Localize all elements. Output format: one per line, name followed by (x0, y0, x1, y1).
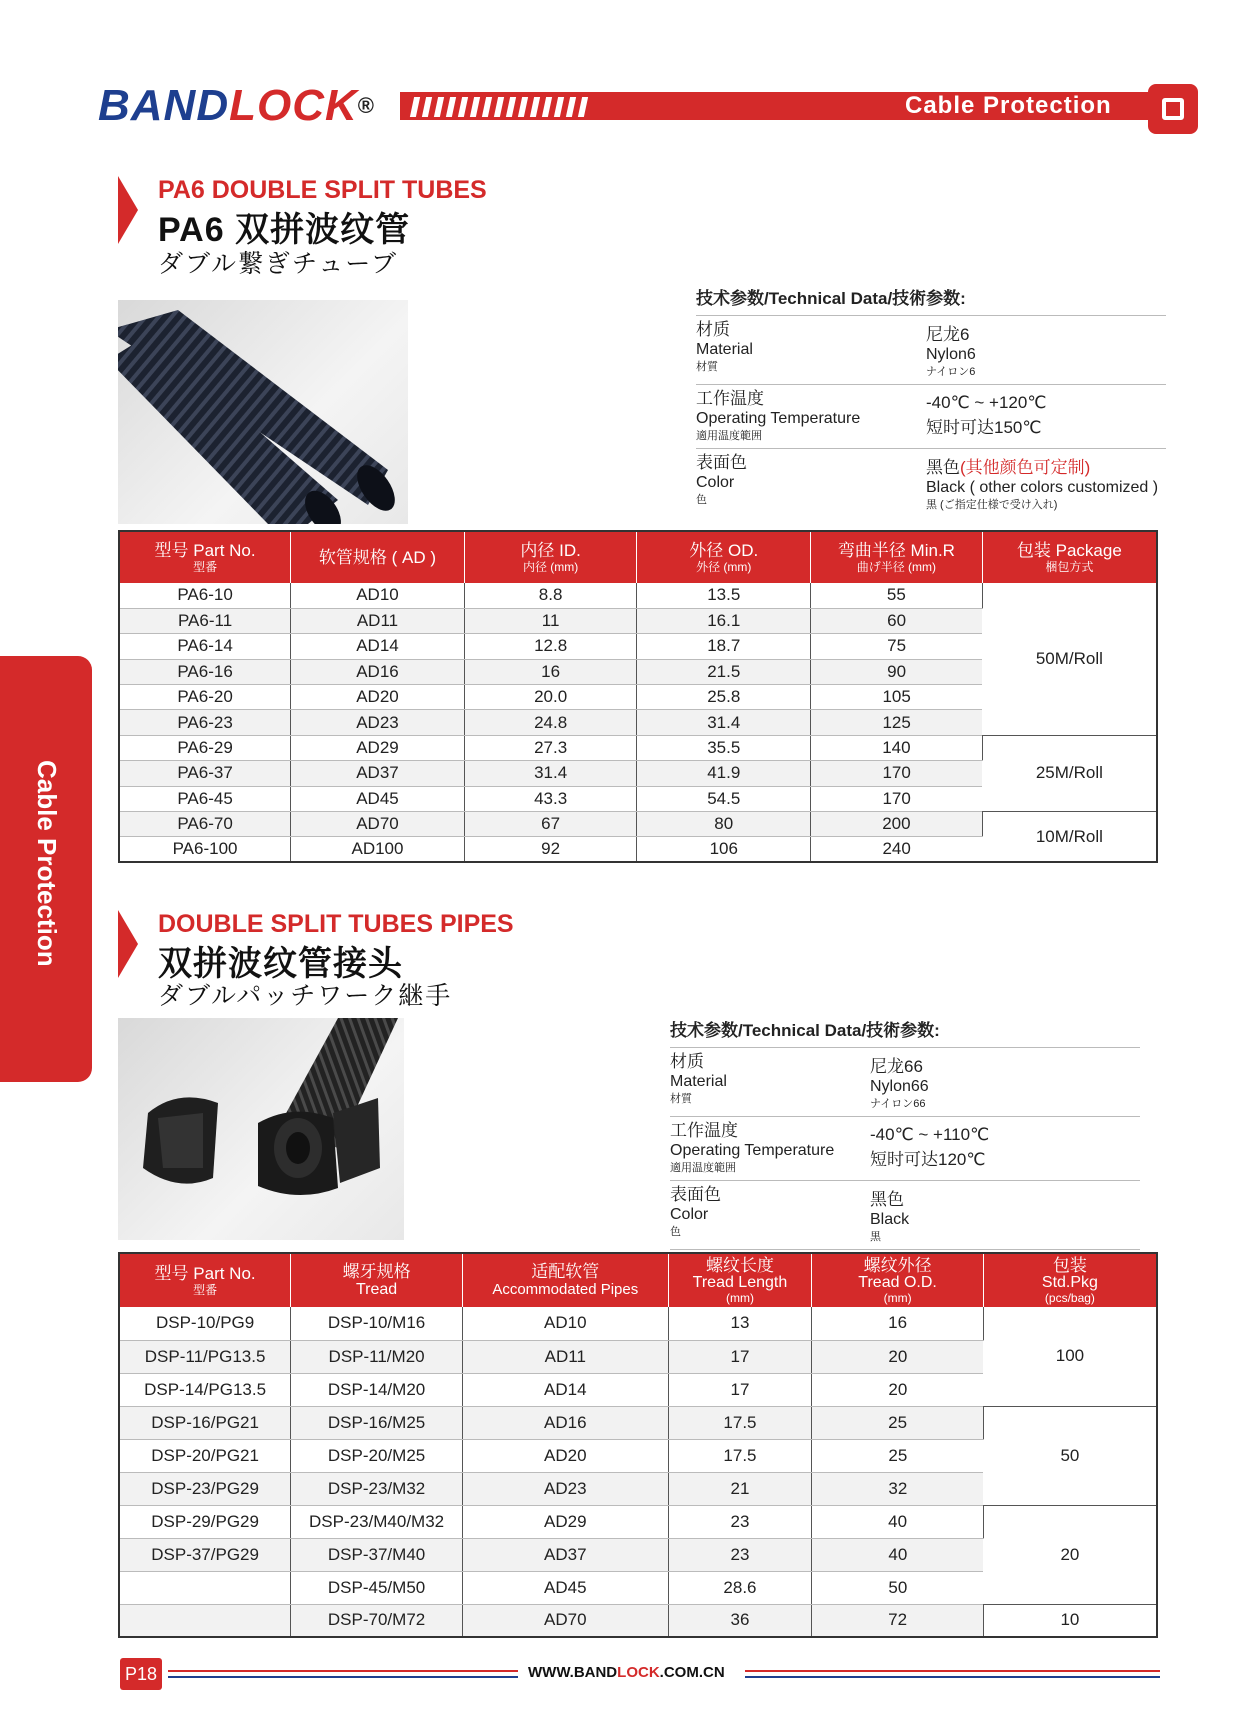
table-row: PA6-10 AD10 8.8 13.5 55 50M/Roll (119, 583, 1157, 608)
col-pipes: 适配软管 Accommodated Pipes (462, 1253, 668, 1307)
table-row: DSP-29/PG29 DSP-23/M40/M32 AD29 23 40 20 (119, 1505, 1157, 1538)
section1-title-cn: PA6 双拼波纹管 (158, 211, 411, 249)
tech-row-material: 材质 Material 材質 尼龙66 Nylon66 ナイロン66 (670, 1048, 1140, 1117)
col-ad: 软管规格 ( AD ) (291, 531, 465, 583)
table-row: PA6-70 AD70 67 80 200 10M/Roll (119, 812, 1157, 837)
package-cell: 100 (983, 1307, 1157, 1406)
section2-title-jp: ダブルパッチワーク継手 (158, 982, 453, 1010)
col-min-r: 弯曲半径 Min.R 曲げ半径 (mm) (811, 531, 983, 583)
table-row: DSP-10/PG9 DSP-10/M16 AD10 13 16 100 (119, 1307, 1157, 1340)
col-tread: 螺牙规格 Tread (291, 1253, 463, 1307)
tech-title: 技术参数/Technical Data/技術参数: (696, 284, 1166, 316)
table-header-row (119, 1253, 1157, 1307)
package-cell: 10 (983, 1604, 1157, 1637)
section2-tech-data (670, 1016, 1140, 1250)
table-row: DSP-37/PG29 DSP-37/M40 AD37 23 40 (119, 1538, 1157, 1571)
col-tread-od: 螺纹外径 Tread O.D. (mm) (812, 1253, 984, 1307)
table-header-row (119, 531, 1157, 583)
tech-row-color: 表面色 Color 色 黑色(其他颜色可定制) Black ( other colors customized ) 黒 (ご指定仕様で受け入れ) (696, 453, 1159, 511)
col-std-pkg: 包装 Std.Pkg (pcs/bag) (983, 1253, 1157, 1307)
col-part-no: 型号 Part No. 型番 (119, 531, 291, 583)
col-tread-length: 螺纹长度 Tread Length (mm) (668, 1253, 812, 1307)
table-row: DSP-70/M72 AD70 36 72 10 (119, 1604, 1157, 1637)
footer-rule-left (168, 1670, 518, 1678)
side-tab (0, 656, 92, 1082)
section1-tech-data (696, 284, 1166, 517)
table-row: DSP-11/PG13.5 DSP-11/M20 AD11 17 20 (119, 1340, 1157, 1373)
tech-row-color: 表面色 Color 色 黑色 Black 黒 (670, 1181, 1140, 1250)
table-row: DSP-45/M50 AD45 28.6 50 (119, 1571, 1157, 1604)
section1-title-jp: ダブル繋ぎチューブ (158, 250, 399, 278)
package-cell: 25M/Roll (982, 735, 1157, 811)
brand-logo: BANDLOCK® (98, 81, 375, 130)
section2-title-en: DOUBLE SPLIT TUBES PIPES (158, 910, 514, 938)
table-row: DSP-20/PG21 DSP-20/M25 AD20 17.5 25 (119, 1439, 1157, 1472)
tech-title: 技术参数/Technical Data/技術参数: (670, 1016, 1140, 1048)
side-tab-label: Cable Protection (32, 760, 62, 967)
col-id: 内径 ID. 内径 (mm) (464, 531, 637, 583)
section2-title-cn: 双拼波纹管接头 (158, 945, 403, 983)
col-package: 包装 Package 梱包方式 (982, 531, 1157, 583)
product-photo-fittings (118, 1018, 404, 1240)
category-icon (1148, 84, 1198, 134)
package-cell: 50M/Roll (982, 583, 1157, 735)
table-row: DSP-23/PG29 DSP-23/M32 AD23 21 32 (119, 1472, 1157, 1505)
col-od: 外径 OD. 外径 (mm) (637, 531, 811, 583)
footer-rule-right (745, 1670, 1160, 1678)
table-row: PA6-16 AD16 16 21.5 90 (119, 659, 1157, 684)
product-photo-tubes (118, 300, 408, 524)
table-row: PA6-100 AD100 92 106 240 (119, 837, 1157, 862)
table-row: PA6-20 AD20 20.0 25.8 105 (119, 685, 1157, 710)
package-cell: 10M/Roll (982, 812, 1157, 863)
table-row: PA6-11 AD11 11 16.1 60 (119, 608, 1157, 633)
table-row: PA6-23 AD23 24.8 31.4 125 (119, 710, 1157, 735)
section-marker-icon (118, 910, 138, 978)
package-cell: 20 (983, 1505, 1157, 1604)
header-stripes (412, 97, 586, 117)
tech-row-material: 材质 Material 材質 尼龙6 Nylon6 ナイロン6 (696, 316, 1166, 385)
section1-spec-table (118, 530, 1158, 863)
table-row: PA6-45 AD45 43.3 54.5 170 (119, 786, 1157, 811)
header-title: Cable Protection (905, 92, 1112, 119)
tech-row-temperature: 工作温度 Operating Temperature 適用温度範囲 -40℃ ~ +120℃ 短时可达150℃ (696, 385, 1166, 449)
table-row: DSP-14/PG13.5 DSP-14/M20 AD14 17 20 (119, 1373, 1157, 1406)
table-row: DSP-16/PG21 DSP-16/M25 AD16 17.5 25 50 (119, 1406, 1157, 1439)
section2-spec-table (118, 1252, 1158, 1638)
footer-website: WWW.BANDLOCK.COM.CN (528, 1664, 725, 1681)
section-marker-icon (118, 176, 138, 244)
page-number: P18 (120, 1658, 162, 1690)
col-part-no: 型号 Part No. 型番 (119, 1253, 291, 1307)
table-row: PA6-37 AD37 31.4 41.9 170 (119, 761, 1157, 786)
section1-title-en: PA6 DOUBLE SPLIT TUBES (158, 176, 487, 204)
tech-row-temperature: 工作温度 Operating Temperature 適用温度範囲 -40℃ ~ +110℃ 短时可达120℃ (670, 1117, 1140, 1181)
table-row: PA6-29 AD29 27.3 35.5 140 25M/Roll (119, 735, 1157, 760)
table-row: PA6-14 AD14 12.8 18.7 75 (119, 634, 1157, 659)
package-cell: 50 (983, 1406, 1157, 1505)
